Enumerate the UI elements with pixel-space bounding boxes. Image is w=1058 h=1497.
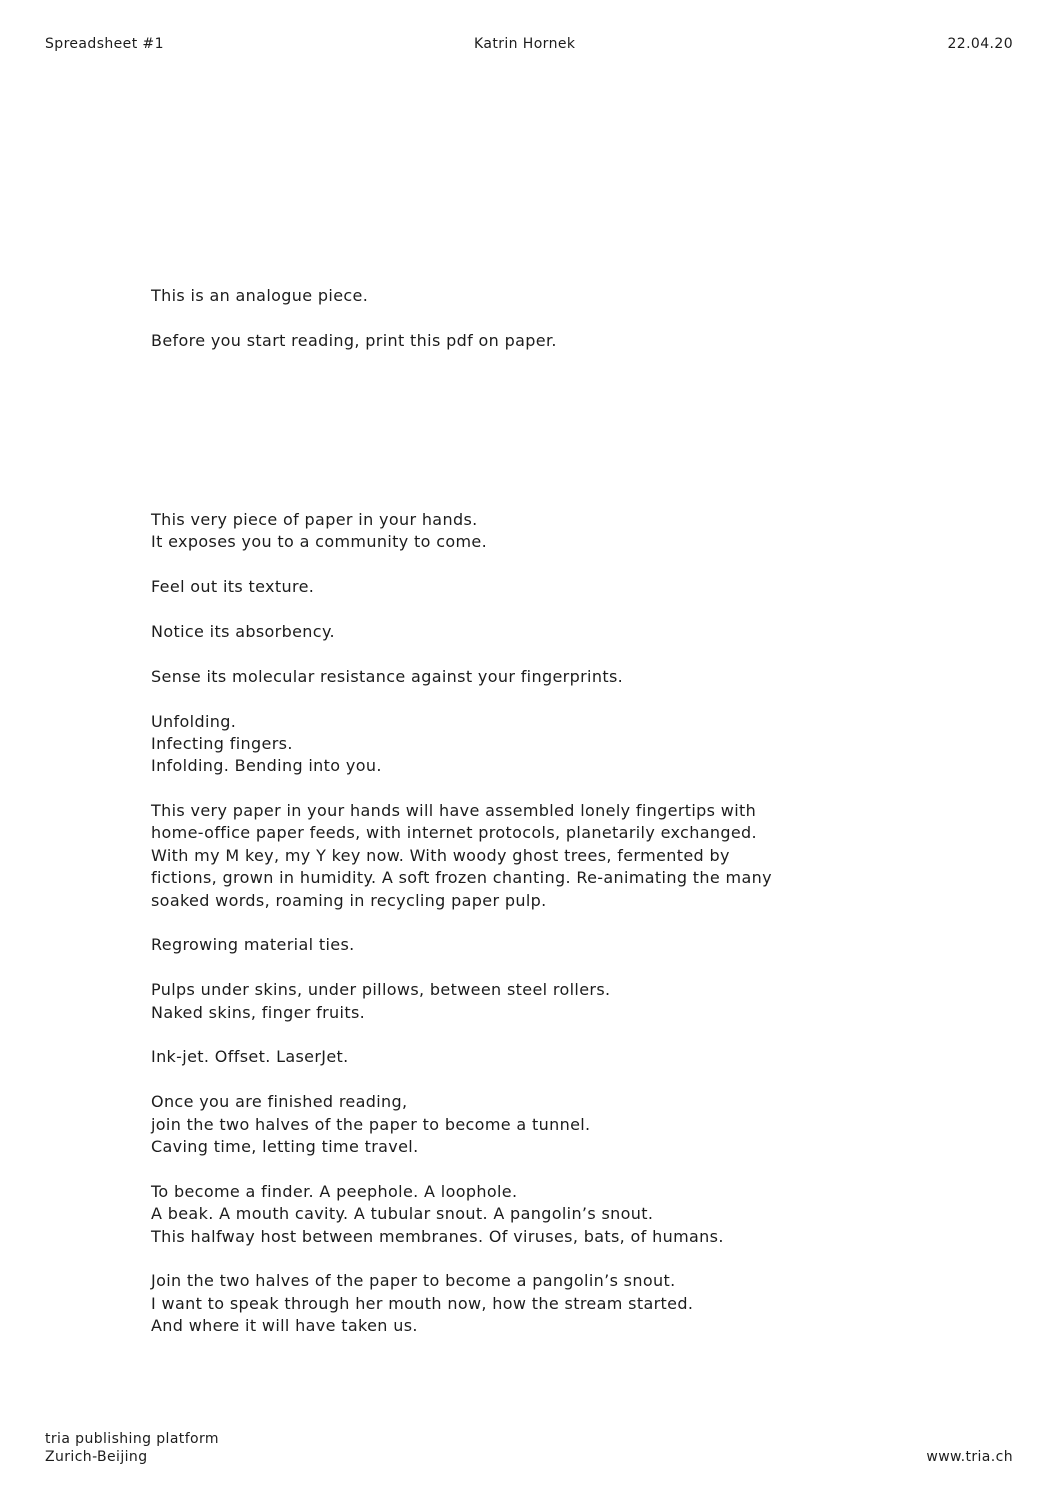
header-date: 22.04.20 — [947, 36, 1013, 52]
text-line: fictions, grown in humidity. A soft frozen chanting. Re-animating the many — [151, 868, 772, 888]
text-line: To become a finder. A peephole. A loophole. — [151, 1181, 518, 1201]
paragraph — [151, 711, 772, 778]
text-line: This is an analogue piece. — [151, 286, 369, 305]
text-line: Before you start reading, print this pdf on paper. — [151, 330, 557, 350]
text-line: Pulps under skins, under pillows, between steel rollers. — [151, 980, 611, 1000]
text-line: soaked words, roaming in recycling paper pulp. — [151, 890, 547, 910]
paragraph — [151, 330, 557, 352]
intro-text — [151, 285, 557, 352]
text-line: Feel out its texture. — [151, 577, 315, 597]
text-line: Notice its absorbency. — [151, 621, 335, 641]
text-line: Infecting fingers. — [151, 733, 293, 753]
paragraph — [151, 1091, 772, 1158]
header-author: Katrin Hornek — [474, 36, 576, 52]
text-line: Unfolding. — [151, 711, 237, 731]
footer-publisher-location: Zurich-Beijing — [45, 1449, 148, 1465]
paragraph — [151, 1046, 772, 1068]
text-line: Naked skins, finger fruits. — [151, 1002, 366, 1022]
paragraph — [151, 934, 772, 956]
paragraph — [151, 509, 772, 554]
text-line: This halfway host between membranes. Of viruses, bats, of humans. — [151, 1226, 724, 1246]
text-line: I want to speak through her mouth now, how the stream started. — [151, 1293, 694, 1313]
text-line: This very paper in your hands will have assembled lonely fingertips with — [151, 801, 757, 821]
paragraph — [151, 621, 772, 643]
paragraph — [151, 800, 772, 912]
text-line: home-office paper feeds, with internet protocols, planetarily exchanged. — [151, 823, 757, 843]
paragraph — [151, 979, 772, 1024]
footer-website-link[interactable]: www.tria.ch — [926, 1449, 1013, 1465]
text-line: Caving time, letting time travel. — [151, 1136, 419, 1156]
main-text — [151, 509, 772, 1337]
paragraph — [151, 666, 772, 688]
footer-publisher — [45, 1430, 219, 1466]
text-line: It exposes you to a community to come. — [151, 532, 488, 552]
text-line: And where it will have taken us. — [151, 1316, 418, 1336]
paragraph — [151, 1270, 772, 1337]
text-line: Ink-jet. Offset. LaserJet. — [151, 1047, 349, 1067]
paragraph — [151, 576, 772, 598]
text-line: Sense its molecular resistance against your fingerprints. — [151, 666, 624, 686]
text-line: Regrowing material ties. — [151, 935, 355, 955]
footer-publisher-name: tria publishing platform — [45, 1431, 219, 1447]
paragraph — [151, 285, 557, 307]
text-line: Infolding. Bending into you. — [151, 756, 382, 776]
text-line: This very piece of paper in your hands. — [151, 510, 478, 529]
text-line: A beak. A mouth cavity. A tubular snout. A pangolin’s snout. — [151, 1204, 654, 1224]
paragraph — [151, 1181, 772, 1248]
text-line: With my M key, my Y key now. With woody ghost trees, fermented by — [151, 845, 730, 865]
text-line: join the two halves of the paper to become a tunnel. — [151, 1114, 591, 1134]
text-line: Once you are finished reading, — [151, 1092, 408, 1112]
text-line: Join the two halves of the paper to become a pangolin’s snout. — [151, 1271, 676, 1291]
header-document-title: Spreadsheet #1 — [45, 36, 164, 52]
